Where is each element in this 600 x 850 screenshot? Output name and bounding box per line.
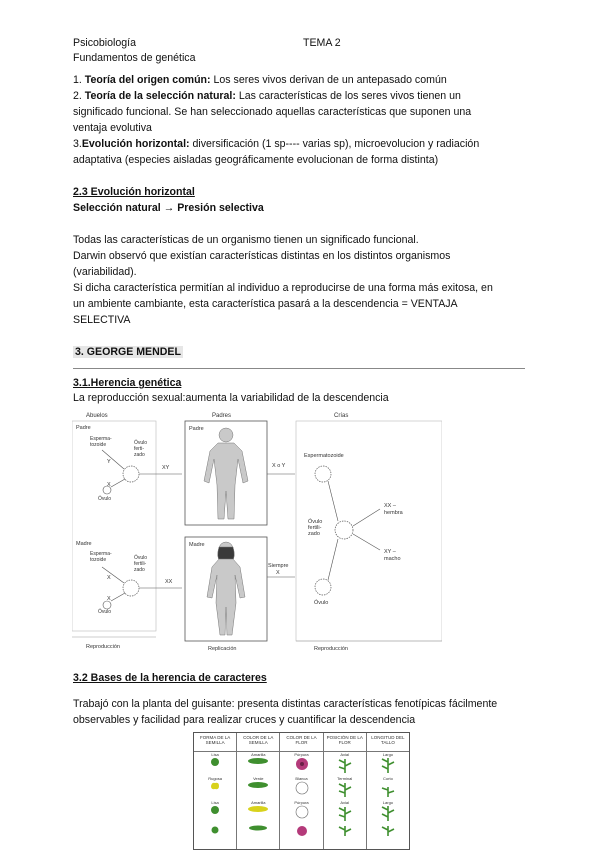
theory-3: [73, 137, 479, 152]
cell-label: Axial: [340, 752, 350, 757]
theory-num: 1.: [73, 74, 82, 86]
xx-hembra-label: XX – hembra: [384, 503, 403, 516]
reproduccion-label: Reproducción: [314, 646, 348, 652]
cell-label: Terminal: [337, 776, 353, 781]
x-label: X: [107, 575, 111, 581]
espermatozoide-cria-label: Espermatozoide: [304, 453, 344, 459]
arrow: [328, 481, 338, 521]
col-abuelos: Abuelos: [86, 413, 108, 419]
cell-label: Lisa: [211, 752, 219, 757]
madre-label: Madre: [189, 542, 205, 548]
theory-2-line3: ventaja evolutiva: [73, 122, 152, 134]
column-header: COLOR DE LA FLOR: [280, 733, 322, 752]
divider: [73, 368, 525, 369]
arrow: [328, 539, 338, 580]
ovulo-label: Óvulo: [98, 609, 112, 615]
section-3-heading: [73, 345, 183, 360]
reproduccion-label: Reproducción: [86, 644, 120, 650]
trait-column: [194, 733, 237, 849]
plant-icon: [336, 757, 354, 773]
xy-macho-label: XY – macho: [384, 549, 401, 562]
paragraph-line: un ambiente cambiante, esta característica pasará a la descendencia = VENTAJA: [73, 298, 458, 310]
table-cell: [280, 752, 322, 776]
table-cell: [280, 824, 322, 838]
ovulo-fertilizado-label: Óvulo fertili-zado: [134, 555, 148, 573]
madre-label: Madre: [76, 541, 92, 547]
arrow: [102, 567, 124, 583]
fertilized-egg-icon: [123, 580, 139, 596]
flower-icon: [294, 805, 310, 819]
cell-label: Axial: [340, 800, 350, 805]
theory-title: Teoría del origen común:: [84, 74, 211, 86]
table-cell: [324, 752, 366, 776]
arrow: [111, 593, 125, 601]
x-label: X: [107, 482, 111, 488]
egg-icon: [315, 579, 331, 595]
fertilized-egg-icon: [123, 466, 139, 482]
replicacion-label: Replicación: [208, 646, 237, 652]
pea-traits-table: [193, 732, 410, 850]
trait-column: [237, 733, 280, 849]
plant-icon: [379, 757, 397, 773]
trait-column: [367, 733, 409, 849]
table-cell: [237, 824, 279, 838]
paragraph-line: Si dicha característica permitían al individuo a reproducirse de una forma más exitosa, en: [73, 282, 493, 294]
paragraph-line: Todas las características de un organismo tienen un significado funcional.: [73, 234, 419, 246]
theory-title: Evolución horizontal:: [81, 138, 190, 150]
paragraph-line: SELECTIVA: [73, 314, 131, 326]
table-cell: [237, 752, 279, 776]
sperm-icon: [315, 466, 331, 482]
table-cell: [367, 824, 409, 838]
table-cell: [324, 824, 366, 838]
theory-2-line2: significado funcional. Se han seleccionado aquellas características que suponen una: [73, 106, 472, 118]
table-cell: [194, 800, 236, 824]
cell-label: Púrpura: [294, 800, 309, 805]
section-3-1-text: La reproducción sexual:aumenta la variabilidad de la descendencia: [73, 392, 389, 404]
col-padres: Padres: [212, 413, 232, 419]
subject-label: Psicobiología: [73, 37, 137, 49]
section-3-title: 3. GEORGE MENDEL: [75, 346, 181, 358]
section-2-3-subheading: Selección natural → Presión selectiva: [73, 202, 264, 214]
table-cell: [237, 776, 279, 800]
pea-pod-icon: [247, 805, 269, 813]
cell-label: Corto: [383, 776, 393, 781]
theory-2: [73, 89, 461, 104]
cell-label: Amarilla: [251, 752, 266, 757]
col-crias: Crías: [334, 413, 349, 419]
theory-text: Las características de los seres vivos tienen un: [238, 90, 461, 102]
ovulo-fertilizado-cria-label: Óvulo fertili-zado: [308, 519, 323, 537]
section-3-2-line2: observables y facilidad para realizar cruces y cuantificar la descendencia: [73, 714, 416, 726]
arrow: [102, 450, 124, 469]
heredity-figure: [72, 407, 442, 653]
table-cell: [280, 776, 322, 800]
table-cell: [324, 800, 366, 824]
table-cell: [194, 824, 236, 838]
female-body-icon: [207, 542, 245, 635]
ovulo-label: Óvulo: [98, 496, 112, 502]
cell-label: Largo: [382, 800, 394, 805]
flower-icon: [294, 824, 310, 836]
section-3-1-heading: 3.1.Herencia genética: [73, 377, 182, 389]
topic-label: TEMA 2: [303, 37, 341, 49]
pea-pod-icon: [247, 757, 269, 765]
theory-text: Los seres vivos derivan de un antepasado común: [213, 74, 447, 86]
round-pea-icon: [210, 757, 220, 767]
plant-icon: [336, 781, 354, 797]
trait-column: [324, 733, 367, 849]
theory-num: 3.: [73, 138, 82, 150]
theory-num: 2.: [73, 90, 82, 102]
wrinkled-pea-icon: [209, 781, 221, 791]
x-o-y-label: X o Y: [272, 463, 286, 469]
section-3-2-heading: 3.2 Bases de la herencia de caracteres: [73, 672, 267, 684]
padre-label: Padre: [189, 426, 204, 432]
column-header: LONGITUD DEL TALLO: [367, 733, 409, 752]
round-pea-icon: [210, 824, 220, 834]
paragraph-line: (variabilidad).: [73, 266, 137, 278]
arrow: [353, 534, 380, 550]
column-header: POSICIÓN DE LA FLOR: [324, 733, 366, 752]
ovulo-fertilizado-label: Óvulo ferti-zado: [134, 440, 148, 458]
flower-icon: [294, 757, 310, 771]
table-cell: [367, 800, 409, 824]
table-cell: [324, 776, 366, 800]
column-header: COLOR DE LA SEMILLA: [237, 733, 279, 752]
y-label: Y: [107, 459, 111, 465]
cell-label: Lisa: [211, 800, 219, 805]
cell-label: Rugosa: [208, 776, 222, 781]
theory-3-line2: adaptativa (especies aisladas geográficamente evolucionan de forma distinta): [73, 154, 439, 166]
cell-label: Verde: [253, 776, 264, 781]
table-cell: [367, 776, 409, 800]
section-3-2-line1: Trabajó con la planta del guisante: presenta distintas características fenotípicas fácilmente: [73, 698, 498, 710]
cell-label: Púrpura: [294, 752, 309, 757]
theory-text: diversificación (1 sp---- varias sp), microevolucion y radiación: [192, 138, 480, 150]
plant-icon: [336, 805, 354, 821]
plant-icon: [379, 824, 397, 836]
male-body-icon: [204, 428, 248, 519]
subtitle-label: Fundamentos de genética: [73, 52, 196, 64]
xy-label: XY: [162, 465, 170, 471]
xx-label: XX: [165, 579, 173, 585]
flower-icon: [294, 781, 310, 795]
cell-label: Blanca: [295, 776, 308, 781]
plant-icon: [379, 781, 397, 797]
table-cell: [194, 776, 236, 800]
paragraph-line: Darwin observó que existían características distintas en los distintos organismos: [73, 250, 451, 262]
espermatozoide-label: Esperma-tozoide: [90, 436, 112, 448]
siempre-x-label: Siempre X: [268, 563, 289, 576]
column-header: FORMA DE LA SEMILLA: [194, 733, 236, 752]
fertilized-egg-icon: [335, 521, 353, 539]
espermatozoide-label: Esperma-tozoide: [90, 551, 112, 563]
plant-icon: [336, 824, 354, 836]
cell-label: Amarilla: [251, 800, 266, 805]
table-cell: [237, 800, 279, 824]
padre-label: Padre: [76, 425, 91, 431]
plant-icon: [379, 805, 397, 821]
table-cell: [280, 800, 322, 824]
section-2-3-heading: 2.3 Evolución horizontal: [73, 186, 195, 198]
theory-title: Teoría de la selección natural:: [84, 90, 236, 102]
cell-label: Largo: [382, 752, 394, 757]
arrow: [111, 479, 125, 487]
arrow: [353, 509, 380, 526]
trait-column: [280, 733, 323, 849]
table-cell: [367, 752, 409, 776]
pea-pod-icon: [247, 781, 269, 789]
table-cell: [194, 752, 236, 776]
egg-icon: [103, 601, 111, 609]
pea-pod-icon: [247, 824, 269, 832]
round-pea-icon: [210, 805, 220, 815]
ovulo-cria-label: Óvulo: [314, 600, 329, 606]
x-label: X: [107, 596, 111, 602]
theory-1: [73, 73, 447, 88]
